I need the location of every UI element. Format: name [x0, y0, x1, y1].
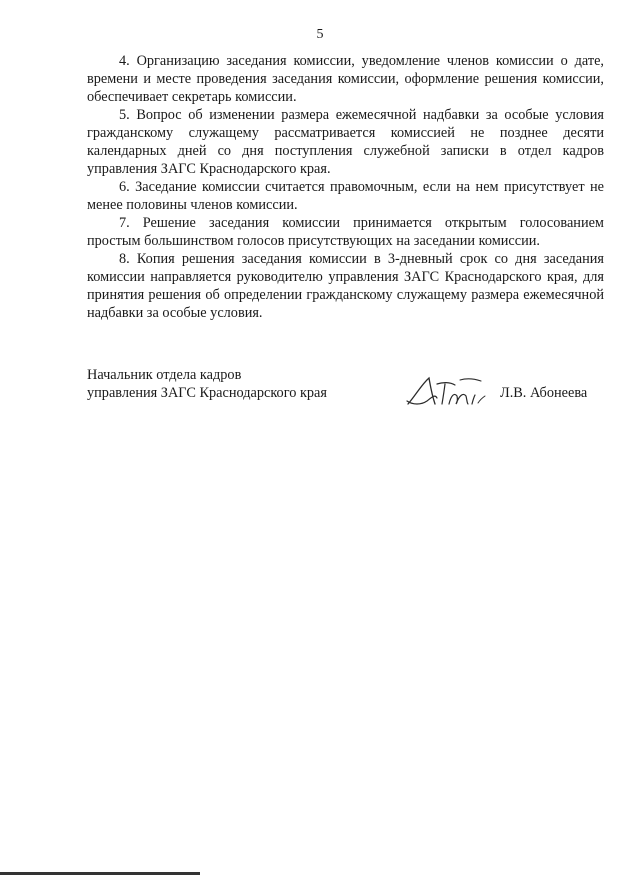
- paragraph-4: 4. Организацию заседания комиссии, уведомление членов комиссии о дате, времени и месте проведения заседания комиссии, оформление решения комиссии, обеспечивает секретарь комиссии.: [87, 53, 604, 105]
- handwritten-signature-icon: [405, 374, 487, 408]
- paragraph-7: 7. Решение заседания комиссии принимается открытым голосованием простым большинством голосов присутствующих на заседании комиссии.: [87, 215, 604, 249]
- signer-title: [87, 366, 387, 402]
- signature-block: [87, 366, 607, 410]
- bottom-rule: [0, 872, 200, 875]
- document-body: [87, 52, 604, 322]
- signer-name: Л.В. Абонеева: [500, 385, 588, 401]
- paragraph-8: 8. Копия решения заседания комиссии в 3-дневный срок со дня заседания комиссии направляется руководителю управления ЗАГС Краснодарского края, для принятия решения об определении гражданскому служащему размера ежемесячной надбавки за особые условия.: [87, 251, 604, 321]
- paragraph-6: 6. Заседание комиссии считается правомочным, если на нем присутствует не менее половины членов комиссии.: [87, 179, 604, 213]
- paragraph-5: 5. Вопрос об изменении размера ежемесячной надбавки за особые условия гражданскому служащему рассматривается комиссией не позднее десяти календарных дней со дня поступления служебной записки в отдел кадров управления ЗАГС Краснодарского края.: [87, 107, 604, 177]
- page-number: 5: [316, 27, 324, 42]
- signer-title-line-1: Начальник отдела кадров: [87, 367, 242, 383]
- signer-title-line-2: управления ЗАГС Краснодарского края: [87, 385, 327, 401]
